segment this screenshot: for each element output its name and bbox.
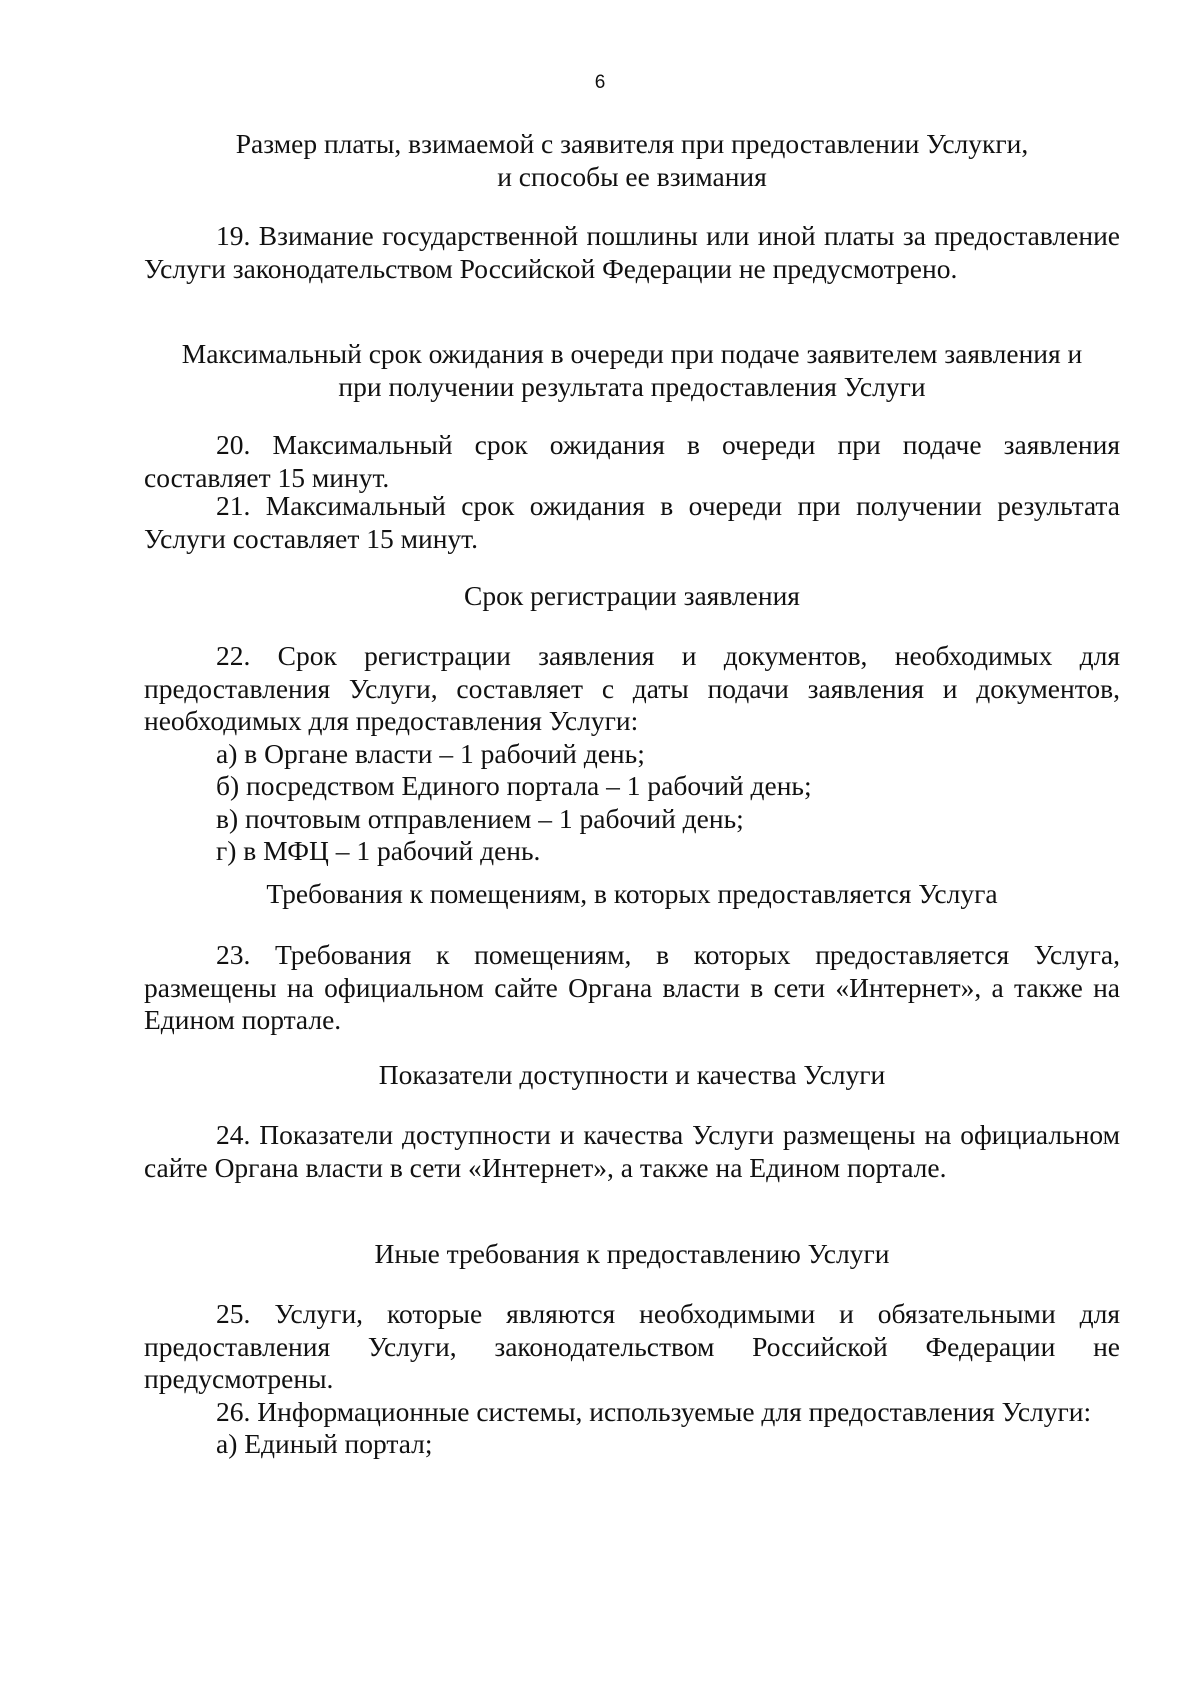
paragraph-22: 22. Срок регистрации заявления и документов, необходимых для предоставления Услуги, составляет с даты подачи заявления и документов, необходимых для предоставления Услуги: а) в Органе власти – 1 рабочий день; б) посредством Единого портала – 1 рабочий день; в) почтовым отправлением – 1 рабочий день; г) в МФЦ – 1 рабочий день. bbox=[144, 640, 1120, 866]
heading-line: Максимальный срок ожидания в очереди при подаче заявителем заявления и bbox=[181, 338, 1083, 369]
paragraph-24: 24. Показатели доступности и качества Услуги размещены на официальном сайте Органа власти в сети «Интернет», а также на Едином портале. bbox=[144, 1119, 1120, 1183]
paragraph-26: 26. Информационные системы, используемые для предоставления Услуги: bbox=[216, 1395, 1092, 1427]
section-heading-other: Иные требования к предоставлению Услуги bbox=[374, 1238, 890, 1269]
section-heading-quality: Показатели доступности и качества Услуги bbox=[378, 1059, 886, 1090]
paragraph-21: 21. Максимальный срок ожидания в очереди при получении результата Услуги составляет 15 минут. bbox=[144, 490, 1120, 554]
list-item: в) почтовым отправлением – 1 рабочий день; bbox=[216, 802, 744, 834]
section-heading-premises: Требования к помещениям, в которых предоставляется Услуга bbox=[266, 878, 998, 909]
page-number: 6 bbox=[594, 72, 606, 93]
paragraph-23: 23. Требования к помещениям, в которых предоставляется Услуга, размещены на официальном сайте Органа власти в сети «Интернет», а также на Едином портале. bbox=[144, 939, 1120, 1035]
section-heading-fee bbox=[144, 128, 1120, 193]
section-heading-queue bbox=[144, 338, 1120, 403]
heading-line: и способы ее взимания bbox=[497, 160, 767, 192]
list-item: б) посредством Единого портала – 1 рабочий день; bbox=[216, 770, 812, 801]
paragraph-20: 20. Максимальный срок ожидания в очереди при подаче заявления составляет 15 минут. bbox=[144, 429, 1120, 493]
list-item: а) в Органе власти – 1 рабочий день; bbox=[216, 737, 645, 769]
list-item: а) Единый портал; bbox=[216, 1428, 433, 1459]
section-heading-registration: Срок регистрации заявления bbox=[464, 580, 800, 611]
paragraph-19: 19. Взимание государственной пошлины или иной платы за предоставление Услуги законодательством Российской Федерации не предусмотрено. bbox=[144, 220, 1120, 284]
heading-line: Размер платы, взимаемой с заявителя при предоставлении Услукги, bbox=[235, 128, 1029, 159]
heading-line: при получении результата предоставления Услуги bbox=[338, 370, 926, 402]
list-item: г) в МФЦ – 1 рабочий день. bbox=[216, 835, 541, 866]
paragraph-25: 25. Услуги, которые являются необходимыми и обязательными для предоставления Услуги, законодательством Российской Федерации не предусмотрены. 26. Информационные системы, используемые для предоставления Услуги: а) Единый портал; bbox=[144, 1298, 1120, 1459]
